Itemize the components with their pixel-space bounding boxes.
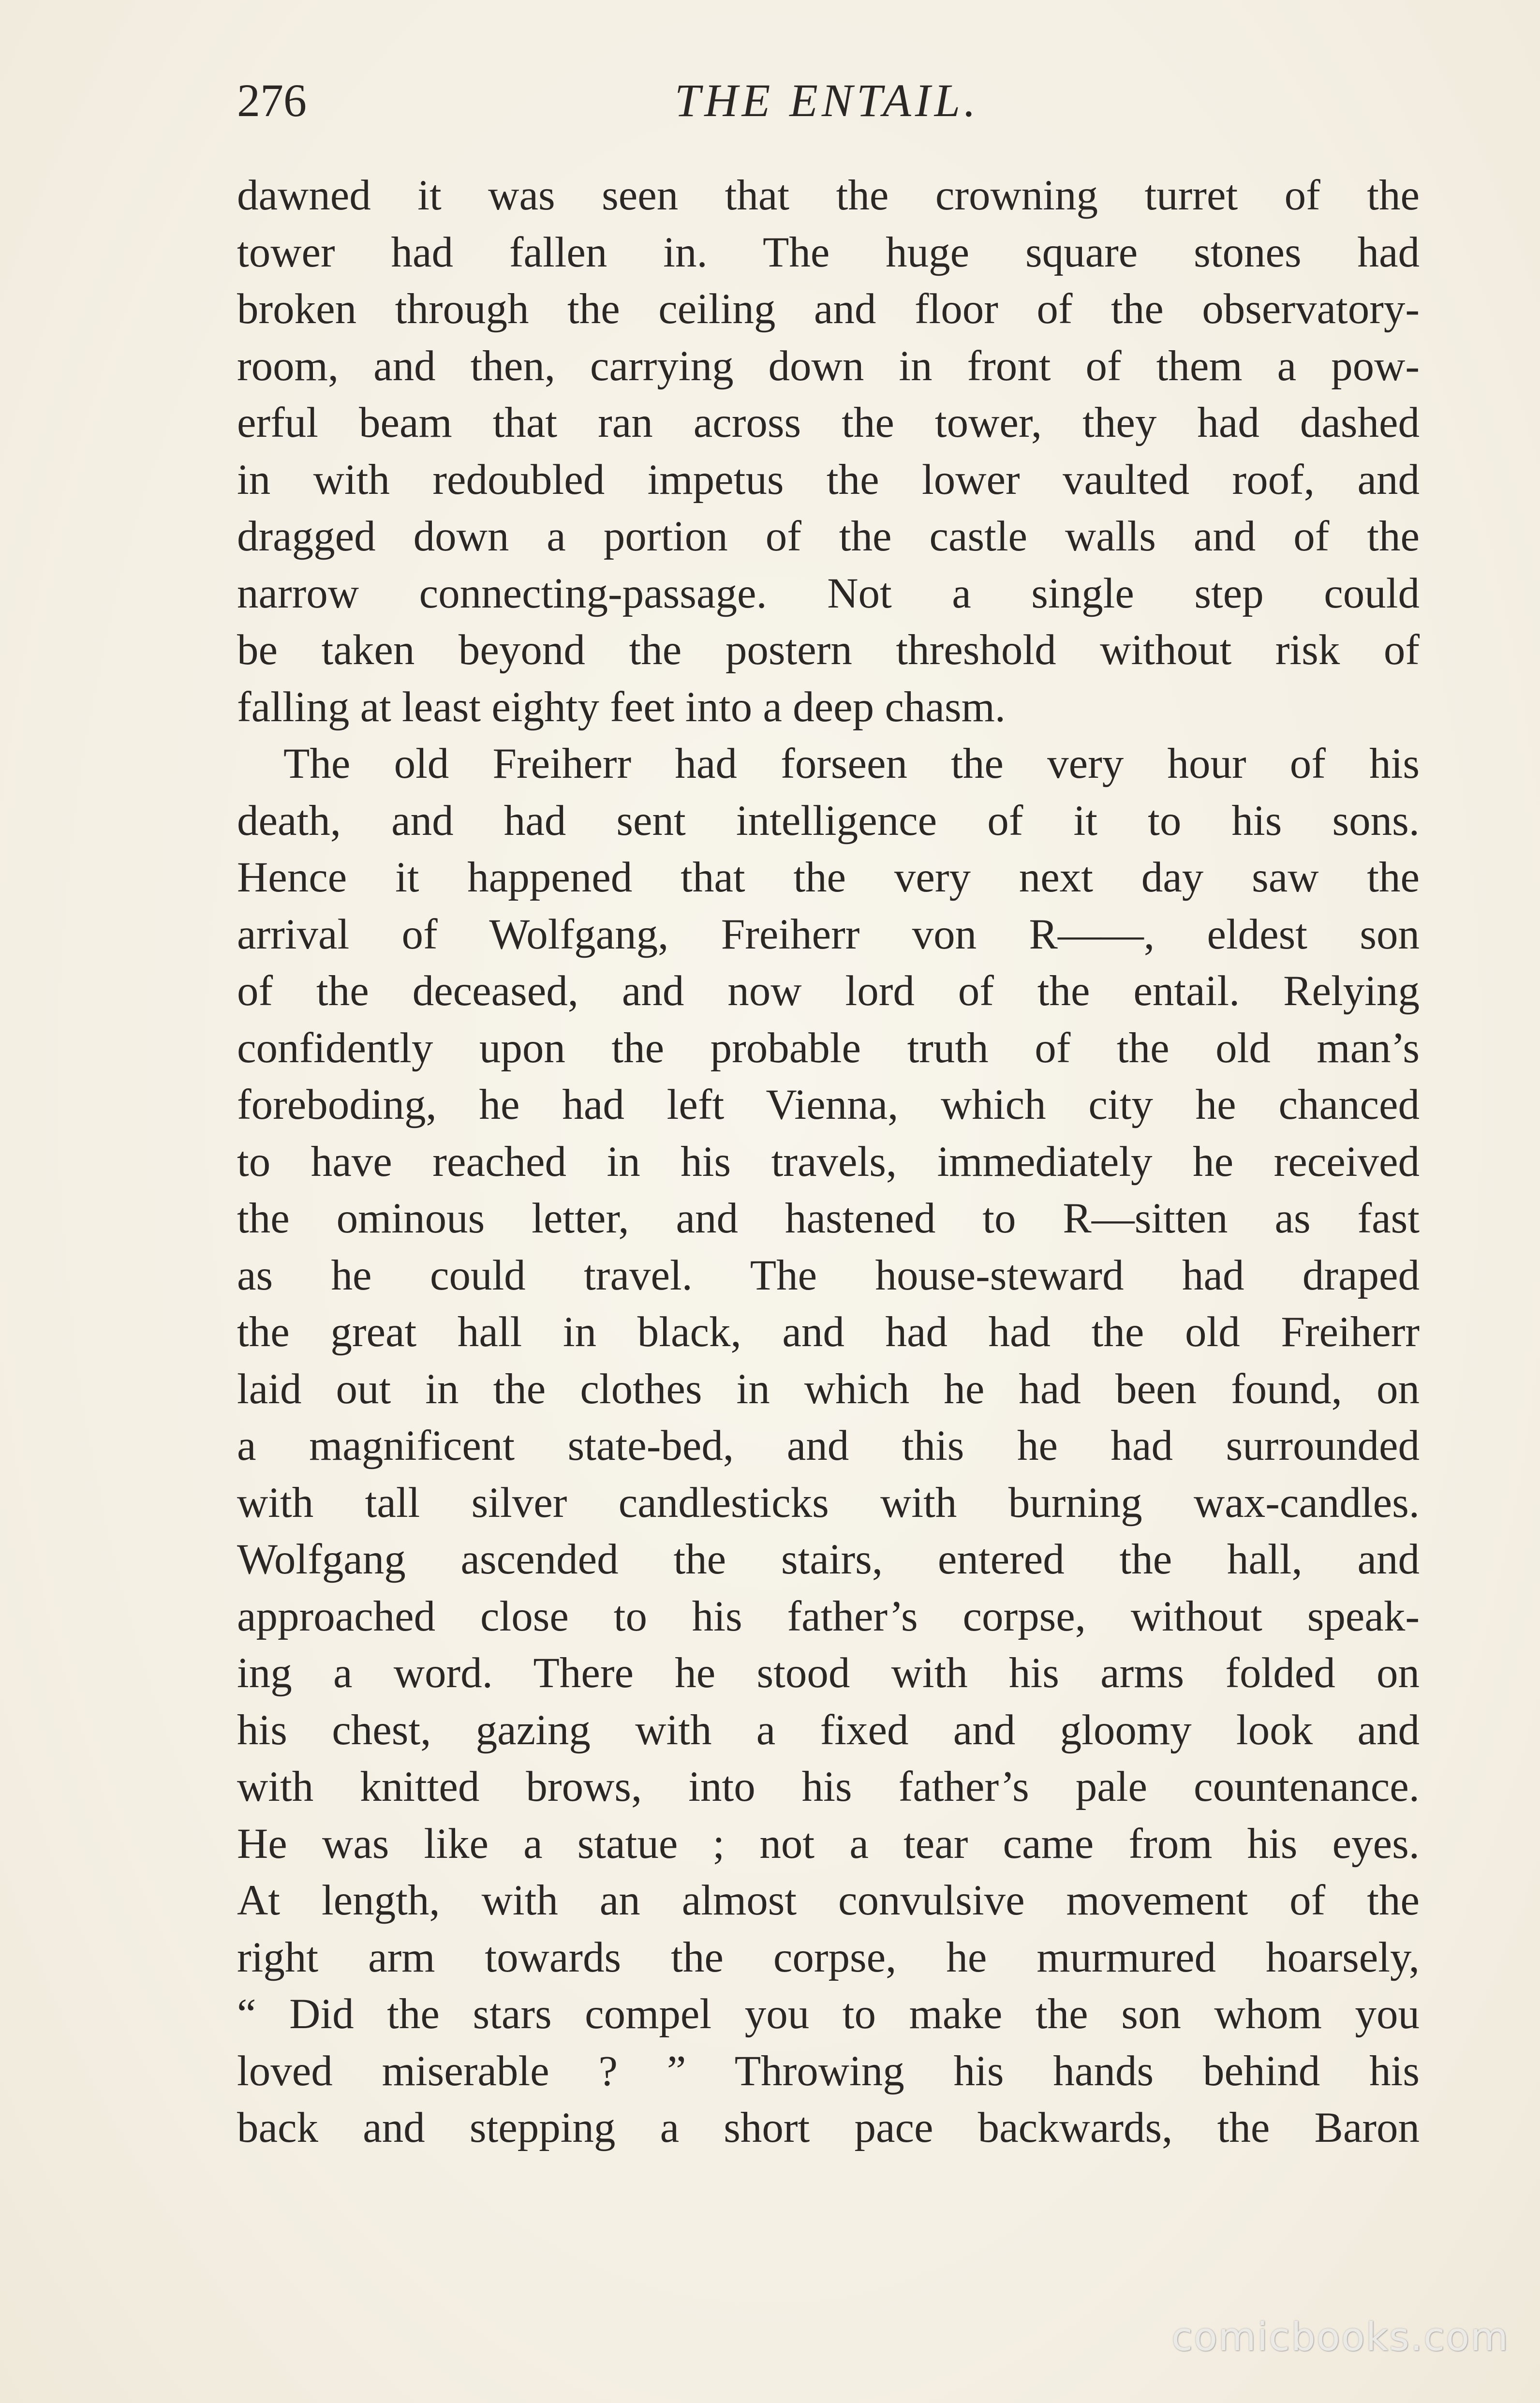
text-line: his chest, gazing with a fixed and gloomy look and (237, 1706, 1420, 1754)
text-line: back and stepping a short pace backwards, the Baron (237, 2104, 1420, 2151)
text-line: broken through the ceiling and floor of the observatory- (237, 285, 1420, 333)
text-line: tower had fallen in. The huge square stones had (237, 228, 1420, 276)
text-line: narrow connecting-passage. Not a single step could (237, 569, 1420, 617)
text-line: confidently upon the probable truth of the old man’s (237, 1024, 1420, 1072)
running-title: THE ENTAIL. (674, 74, 980, 126)
text-line: approached close to his father’s corpse, without speak- (237, 1592, 1420, 1640)
text-line: Wolfgang ascended the stairs, entered the hall, and (237, 1536, 1420, 1583)
running-head (237, 72, 1417, 130)
body-text (237, 167, 1420, 2157)
text-line: death, and had sent intelligence of it to his sons. (237, 797, 1420, 845)
text-line: the great hall in black, and had had the old Freiherr (237, 1308, 1420, 1356)
text-line: in with redoubled impetus the lower vaulted roof, and (237, 456, 1420, 504)
text-line: laid out in the clothes in which he had been found, on (237, 1365, 1420, 1413)
page-number: 276 (237, 74, 307, 126)
text-line: dragged down a portion of the castle walls and of the (237, 513, 1420, 560)
text-line: He was like a statue ; not a tear came from his eyes. (237, 1820, 1420, 1868)
text-line: falling at least eighty feet into a deep chasm. (237, 683, 1006, 731)
text-line: Hence it happened that the very next day saw the (237, 854, 1420, 901)
text-line: right arm towards the corpse, he murmured hoarsely, (237, 1933, 1420, 1981)
text-line: “ Did the stars compel you to make the son whom you (237, 1990, 1420, 2038)
text-line: At length, with an almost convulsive movement of the (237, 1877, 1420, 1924)
text-line: foreboding, he had left Vienna, which city he chanced (237, 1081, 1420, 1128)
text-line: with knitted brows, into his father’s pale countenance. (237, 1763, 1420, 1810)
text-line: room, and then, carrying down in front of them a pow- (237, 342, 1420, 390)
text-line: erful beam that ran across the tower, they had dashed (237, 399, 1420, 446)
text-line: as he could travel. The house-steward had draped (237, 1251, 1420, 1299)
text-line: The old Freiherr had forseen the very hour of his (283, 740, 1420, 787)
text-line: loved miserable ? ” Throwing his hands behind his (237, 2047, 1420, 2095)
text-line: ing a word. There he stood with his arms folded on (237, 1649, 1420, 1697)
text-line: a magnificent state-bed, and this he had surrounded (237, 1422, 1420, 1469)
text-line: of the deceased, and now lord of the entail. Relying (237, 967, 1420, 1015)
text-line: be taken beyond the postern threshold without risk of (237, 626, 1420, 674)
text-line: with tall silver candlesticks with burning wax-candles. (237, 1479, 1420, 1527)
text-line: to have reached in his travels, immediately he received (237, 1138, 1420, 1186)
watermark: comicbooks.com (1171, 2314, 1509, 2359)
text-line: arrival of Wolfgang, Freiherr von R——, eldest son (237, 910, 1420, 958)
text-line: the ominous letter, and hastened to R—sitten as fast (237, 1195, 1420, 1242)
text-line: dawned it was seen that the crowning turret of the (237, 172, 1420, 219)
